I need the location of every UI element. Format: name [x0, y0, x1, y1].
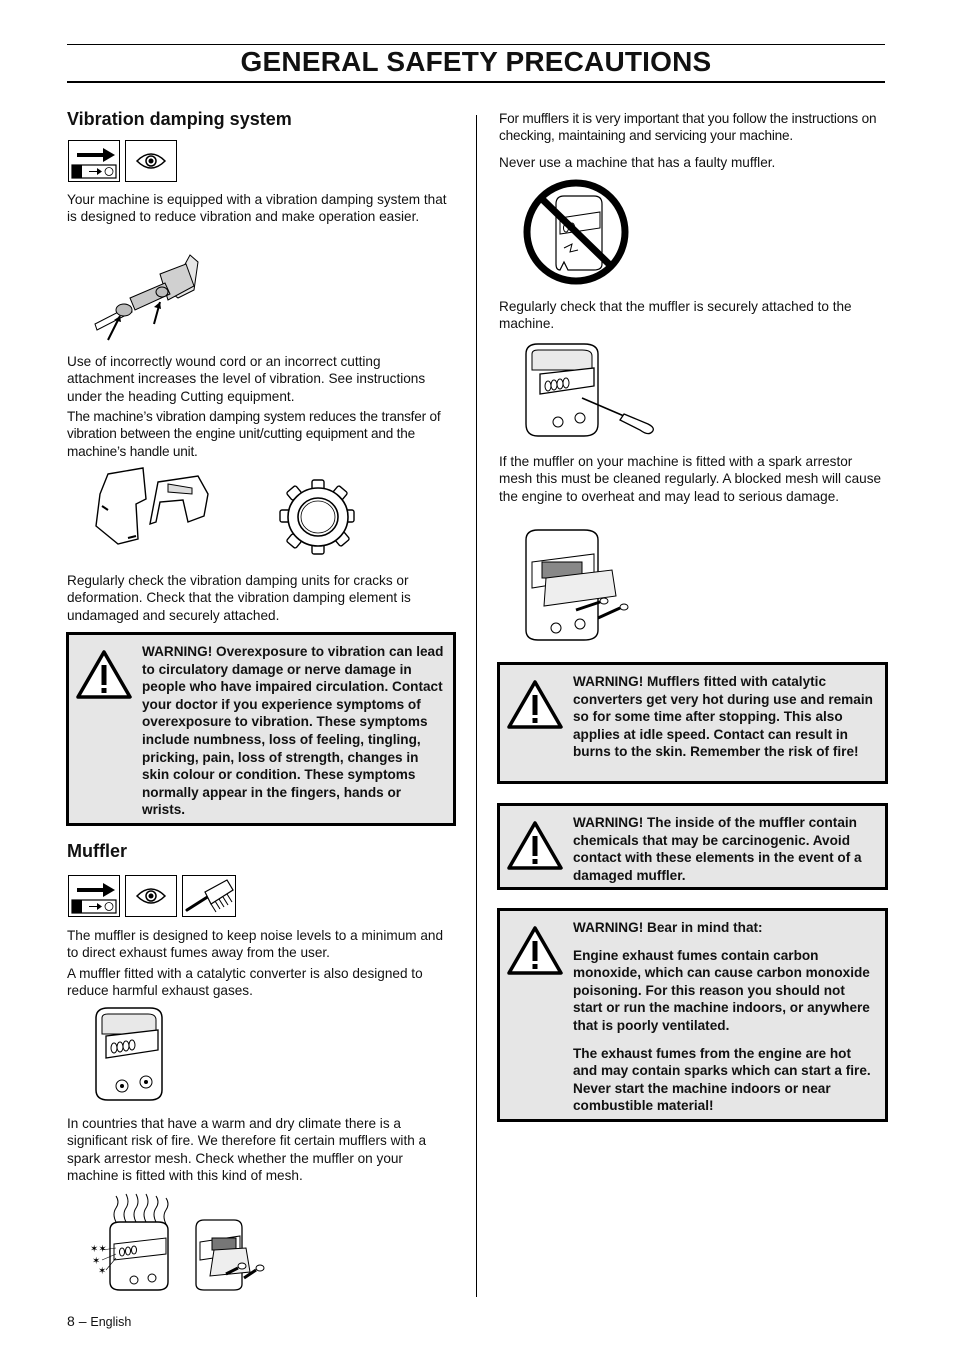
svg-text:✶: ✶: [98, 1266, 107, 1277]
catalytic-warning-text: WARNING! Mufflers fitted with catalytic converters get very hot during use and remain so for some time after stopping. This also applies at idle speed. Contact can result in burns to the skin. Remember the risk of fire!: [573, 674, 873, 760]
muffler-screwdriver-illustration: [520, 340, 660, 445]
page-footer: [67, 1313, 131, 1329]
svg-text:✶✶: ✶✶: [90, 1244, 107, 1255]
footer-dash: –: [78, 1313, 87, 1329]
damping-ring-illustration: [276, 478, 360, 563]
warning-triangle-icon: [506, 679, 564, 731]
muffler-heading: Muffler: [67, 841, 127, 861]
exhaust-warning-box: [497, 908, 888, 1122]
column-divider: [476, 115, 477, 1297]
vibration-warning-text: WARNING! Overexposure to vibration can lead to circulatory damage or nerve damage in people who have impaired circulation. Contact your doctor if you experience symptoms of overexposure to vibration. These symptoms include numbness, loss of feeling, tingling, pricking, pain, loss of strength, changes in skin colour or condition. These symptoms normally appear in the fingers, hands or wrists.: [142, 644, 444, 818]
muffler-attached-text: Regularly check that the muffler is securely attached to the machine.: [499, 299, 852, 332]
hot-muffler-sparks-illustration: [88, 1192, 184, 1297]
exhaust-warning-title: WARNING! Bear in mind that:: [573, 920, 763, 935]
brush-clean-icon: [182, 875, 236, 917]
eye-inspect-icon: [125, 875, 177, 917]
muffler-instructions-text: For mufflers it is very important that you follow the instructions on checking, maintaining and servicing your machine.: [499, 111, 877, 144]
warning-triangle-icon: [506, 925, 564, 977]
muffler-purpose-text: The muffler is designed to keep noise levels to a minimum and to direct exhaust fumes away from the user.: [67, 928, 444, 961]
muffler-mesh-screws-illustration: [190, 1214, 270, 1299]
maintenance-arrow-icon: [68, 875, 120, 917]
svg-text:✶: ✶: [92, 1256, 101, 1267]
warning-triangle-icon: [506, 820, 564, 872]
muffler-illustration: [88, 1004, 168, 1109]
exhaust-warning-co-text: Engine exhaust fumes contain carbon monoxide, which can cause carbon monoxide poisoning. For this reason you should not start or run the machine indoors, or anywhere that is poorly ventilated.: [573, 947, 870, 1033]
muffler-mesh-cleaning-illustration: [520, 526, 634, 649]
prohibited-icon: [520, 178, 632, 291]
eye-inspect-icon: [125, 140, 177, 182]
vibration-intro-text: Your machine is equipped with a vibration damping system that is designed to reduce vibration and make operation easier.: [67, 192, 447, 225]
footer-language: English: [90, 1315, 132, 1329]
vibration-cord-text: Use of incorrectly wound cord or an incorrect cutting attachment increases the level of vibration. See instructions under the heading Cutting equipment.: [67, 354, 426, 404]
title-rule: [67, 81, 885, 83]
page-title: GENERAL SAFETY PRECAUTIONS: [240, 46, 712, 77]
clean-mesh-text: If the muffler on your machine is fitted with a spark arrestor mesh this must be cleaned regularly. A blocked mesh will cause the engine to overheat and may lead to serious damage.: [499, 454, 882, 504]
catalytic-warning-box: [497, 662, 888, 784]
warning-triangle-icon: [75, 649, 133, 701]
page-number: 8: [67, 1313, 75, 1329]
maintenance-arrow-icon: [68, 140, 120, 182]
exhaust-warning-fire-text: The exhaust fumes from the engine are hot and may contain sparks which can start a fire. Never start the machine indoors or near combustible material!: [573, 1045, 871, 1114]
damping-element-illustration: [88, 464, 218, 559]
carcinogenic-warning-text: WARNING! The inside of the muffler contain chemicals that may be carcinogenic. Avoid contact with these elements in the event of a damaged muffler.: [573, 815, 862, 883]
muffler-catalytic-text: A muffler fitted with a catalytic converter is also designed to reduce harmful exhaust gases.: [67, 966, 423, 999]
trimmer-shaft-illustration: [90, 250, 202, 347]
vibration-heading: Vibration damping system: [67, 109, 292, 129]
spark-arrestor-text: In countries that have a warm and dry climate there is a significant risk of fire. We therefore fit certain mufflers with a spark arrestor mesh. Check whether the muffler on your machine is fitted with this kind of mesh.: [67, 1116, 427, 1184]
faulty-muffler-text: Never use a machine that has a faulty muffler.: [499, 155, 776, 170]
vibration-check-text: Regularly check the vibration damping units for cracks or deformation. Check that the vibration damping element is undamaged and securely attached.: [67, 573, 411, 623]
exhaust-warning-content: [573, 919, 877, 1115]
vibration-transfer-text: The machine’s vibration damping system reduces the transfer of vibration between the engine unit/cutting equipment and the machine’s handle unit.: [67, 409, 441, 459]
carcinogenic-warning-box: [497, 803, 888, 890]
vibration-warning-box: [66, 632, 456, 826]
top-rule: [67, 44, 885, 45]
